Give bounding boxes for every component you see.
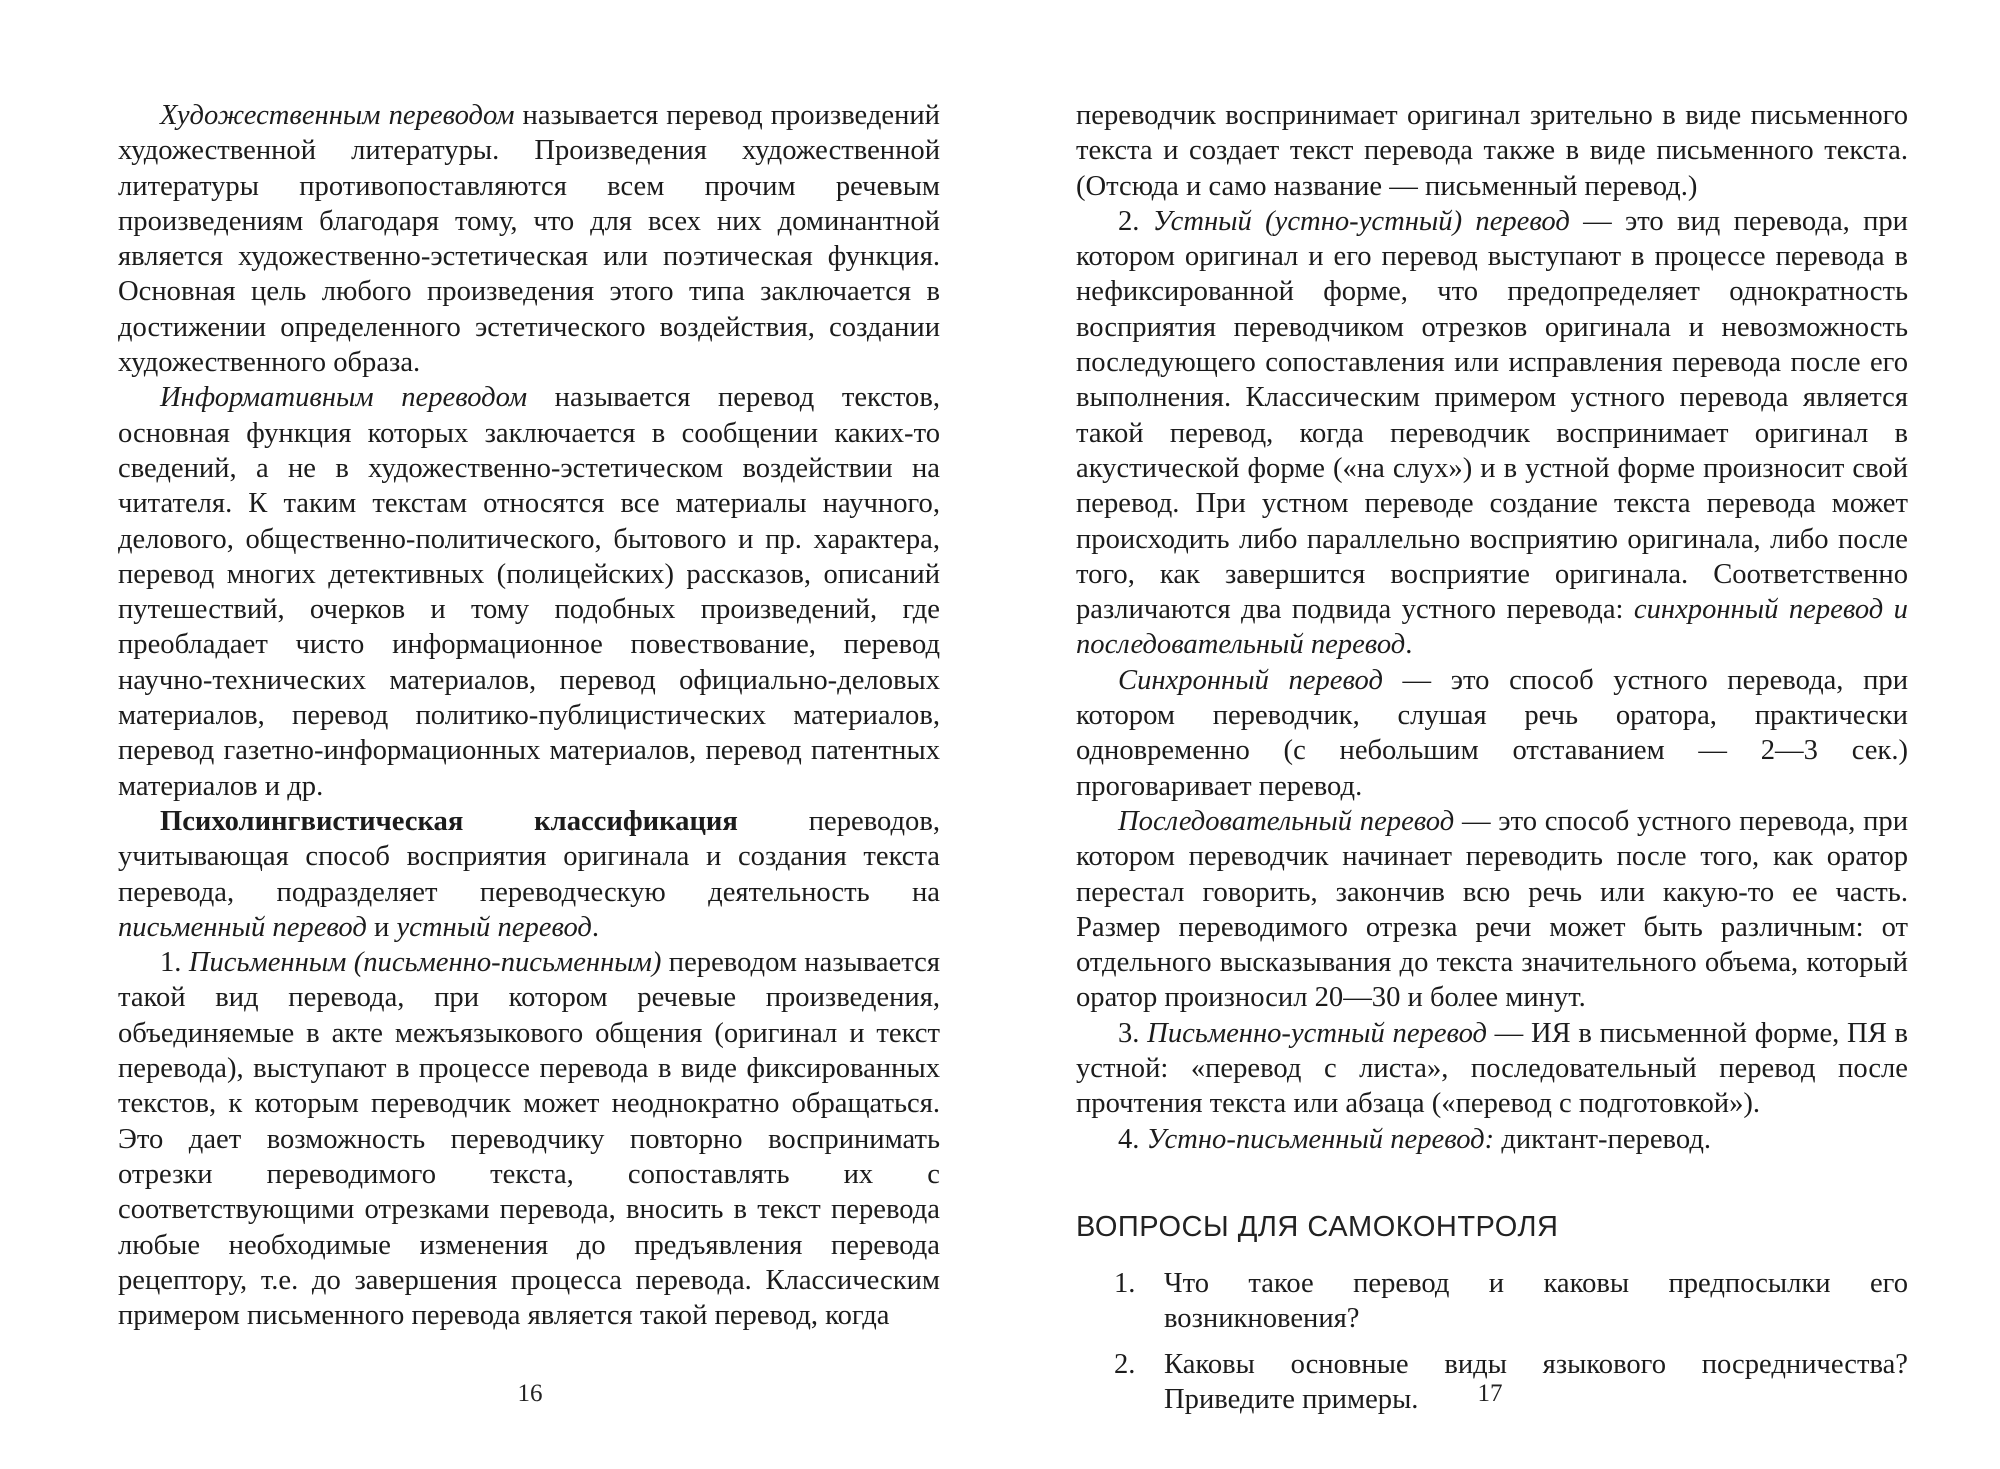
term-written-oral: Письменно-устный перевод	[1147, 1017, 1487, 1049]
paragraph-text: называется перевод текстов, основная функция которых заключается в сообщении каких-то сведений, а не в художественно-эстетическом воздействии на читателя. К таким текстам относятся все материалы научного, делового, общественно-политического, бытового и пр. характера, перевод многих детективных (полицейских) рассказов, описаний путешествий, очерков и тому подобных произведений, где преобладает чисто информационное повествование, перевод научно-технических материалов, перевод официально-деловых материалов, перевод политико-публицистических материалов, перевод газетно-информационных материалов, перевод патентных материалов и др.	[118, 382, 940, 802]
term-oral-written: Устно-письменный перевод:	[1146, 1123, 1495, 1155]
term-psycholinguistic-classification: Психолингвистическая классификация	[160, 805, 738, 837]
paragraph-oral-translation	[1076, 204, 1908, 663]
paragraph-text: — это вид перевода, при котором оригинал и его перевод выступают в процессе перевода в нефиксированной форме, что предопределяет однократность восприятия переводчиком отрезков оригинала и невозможность последующего сопоставления или исправления перевода после его выполнения. Классическим примером устного перевода является такой перевод, когда переводчик воспринимает оригинал в акустической форме («на слух») и в устной форме произносит свой перевод. При устном переводе создание текста перевода может происходить либо параллельно восприятию оригинала, либо после того, как завершится восприятие оригинала. Соответственно различаются два подвида устного перевода:	[1076, 205, 1908, 626]
list-number: 2.	[1118, 205, 1153, 237]
paragraph-text: — это способ устного перевода, при котором переводчик, слушая речь оратора, практически одновременно (с небольшим отставанием — 2—3 сек.) проговаривает перевод.	[1076, 664, 1908, 802]
paragraph-artistic-translation	[118, 98, 940, 380]
term-synchronous: Синхронный перевод	[1118, 664, 1383, 696]
term-written-translation: письменный перевод	[118, 911, 367, 943]
paragraph-text: .	[1405, 629, 1413, 661]
paragraph-oral-written	[1076, 1122, 1908, 1157]
question-text: Каковы основные виды языкового посредничества? Приведите примеры.	[1164, 1348, 1908, 1415]
question-text: Что такое перевод и каковы предпосылки его возникновения?	[1164, 1267, 1908, 1335]
term-consecutive: Последовательный перевод	[1118, 805, 1455, 837]
paragraph-text: переводом называется такой вид перевода, при котором речевые произведения, объединяемые в акте межъязыкового общения (оригинал и текст перевода), выступают в процессе перевода в виде фиксированных текстов, к которым переводчик может неоднократно обращаться. Это дает возможность переводчику повторно воспринимать отрезки переводимого текста, сопоставлять их с соответствующими отрезками перевода, вносить в текст перевода любые необходимые изменения до предъявления перевода рецептору, т.е. до завершения процесса перевода. Классическим примером письменного перевода является такой перевод, когда	[118, 947, 940, 1332]
term-written-written: Письменным (письменно-письменным)	[188, 947, 662, 979]
paragraph-synchronous	[1076, 663, 1908, 804]
paragraph-text: называется перевод произведений художественной литературы. Произведения художественной литературы противопоставляются всем прочим речевым произведениям благодаря тому, что для всех них доминантной является художественно-эстетическая или поэтическая функция. Основная цель любого произведения этого типа заключается в достижении определенного эстетического воздействия, создании художественного образа.	[118, 100, 940, 379]
list-number: 4.	[1118, 1123, 1147, 1155]
term-sync-consecutive: синхронный перевод и последовательный перевод	[1076, 594, 1908, 661]
paragraph-text: диктант-перевод.	[1494, 1123, 1712, 1155]
list-number: 3.	[1118, 1017, 1148, 1049]
left-page	[118, 98, 940, 1333]
paragraph-text: и	[366, 911, 397, 943]
question-number: 2.	[1114, 1348, 1136, 1380]
list-number: 1.	[160, 947, 189, 979]
paragraph-written-translation	[118, 945, 940, 1333]
right-page	[1076, 98, 1908, 1427]
questions-heading: ВОПРОСЫ ДЛЯ САМОКОНТРОЛЯ	[1076, 1210, 1559, 1243]
term-oral-oral: Устный (устно-устный) перевод	[1152, 205, 1570, 237]
question-number: 1.	[1114, 1267, 1136, 1299]
paragraph-text: — ИЯ в письменной форме, ПЯ в устной: «перевод с листа», последовательный перевод после прочтения текста или абзаца («перевод с подготовкой»).	[1076, 1017, 1909, 1120]
page-number-right: 17	[1477, 1380, 1503, 1407]
paragraph-written-oral	[1076, 1016, 1908, 1122]
paragraph-text: переводов, учитывающая способ восприятия оригинала и создания текста перевода, подразделяет переводческую деятельность на	[118, 805, 940, 908]
paragraph-informative-translation	[118, 380, 940, 804]
paragraph-psycholinguistic-classification	[118, 804, 940, 945]
paragraph-text: .	[591, 911, 600, 943]
paragraph-text: — это способ устного перевода, при котором переводчик начинает переводить после того, как оратор перестал говорить, закончив всю речь или какую-то ее часть. Размер переводимого отрезка речи может быть различным: от отдельного высказывания до текста значительного объема, который оратор произносил 20—30 и более минут.	[1076, 805, 1908, 1014]
term-informative-translation: Информативным переводом	[160, 382, 528, 414]
term-artistic-translation: Художественным переводом	[160, 100, 515, 131]
page-number-left: 16	[517, 1380, 543, 1407]
paragraph-consecutive	[1076, 804, 1908, 1016]
paragraph-continuation: переводчик воспринимает оригинал зрительно в виде письменного текста и создает текст перевода также в виде письменного текста. (Отсюда и само название — письменный перевод.)	[1076, 100, 1908, 202]
term-oral-translation: устный перевод	[396, 911, 592, 943]
question-item	[1076, 1266, 1908, 1337]
